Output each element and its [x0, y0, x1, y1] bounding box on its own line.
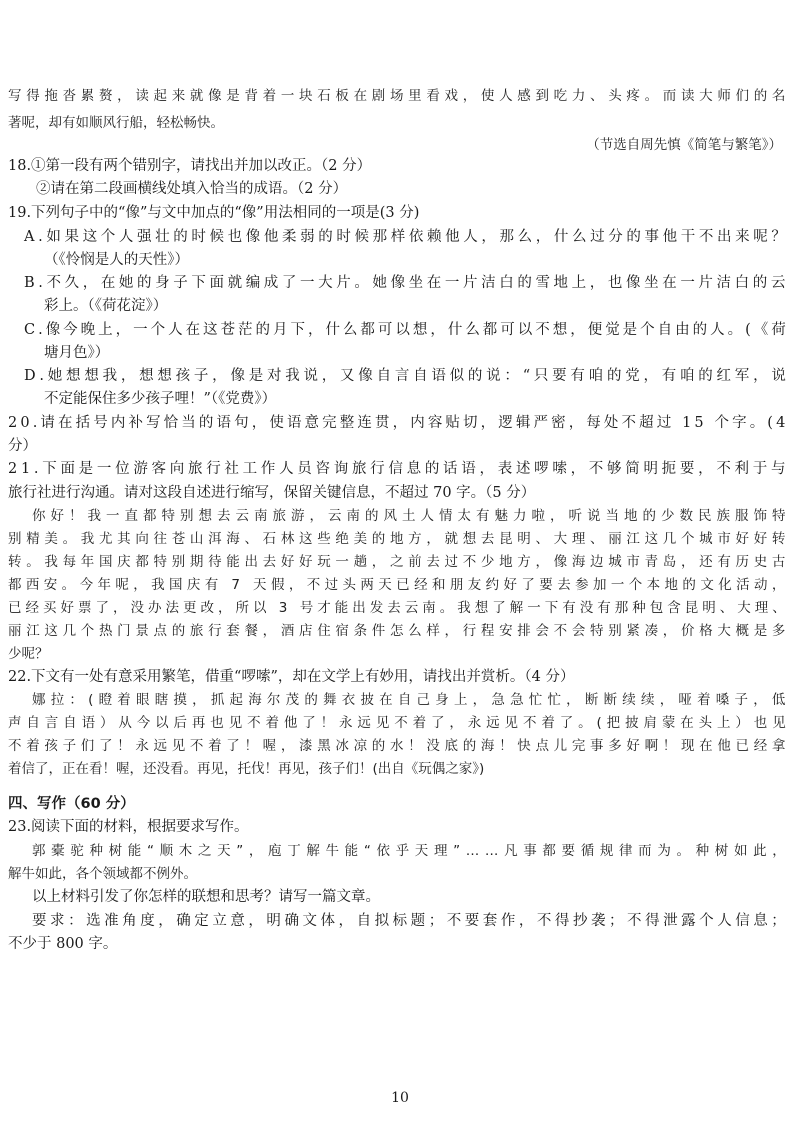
- question-20-line: 2 0 . 请 在 括 号 内 补 写 恰 当 的 语 句 ， 使 语 意 完 整 连 贯 ， 内 容 贴 切 ， 逻 辑 严 密 ， 每 处 不 超 过 1 5 个 字 。 ( 4: [8, 415, 786, 431]
- material-line: 你 好 ！ 我 一 直 都 特 别 想 去 云 南 旅 游 ， 云 南 的 风 土 人 情 太 有 魅 力 啦 ， 听 说 当 地 的 少 数 民 族 服 饰 特: [32, 508, 786, 524]
- question-21-line: 旅行社进行沟通。请对这段自述进行缩写，保留关键信息，不超过 70 字。（5 分）: [8, 485, 536, 501]
- material-line: 娜 拉 ： ( 瞪 着 眼 瞎 摸 ， 抓 起 海 尔 茂 的 舞 衣 披 在 自 己 身 上 ， 急 急 忙 忙 ， 断 断 续 续 ， 哑 着 嗓 子 ， 低: [32, 692, 786, 708]
- question-23-requirements: 不少于 800 字。: [8, 936, 118, 952]
- material-line: 着信了，正在看！喔，还没看。再见，托伐！再见，孩子们！(出自《玩偶之家》): [8, 761, 485, 777]
- material-line: 已 经 买 好 票 了 ， 没 办 法 更 改 ， 所 以 3 号 才 能 出 发 去 云 南 。 我 想 了 解 一 下 有 没 有 那 种 包 含 昆 明 、 大 理 、: [8, 600, 786, 616]
- material-line: 郭 橐 驼 种 树 能 “ 顺 木 之 天 ” ， 庖 丁 解 牛 能 “ 依 乎 天 理 ” … … 凡 事 都 要 循 规 律 而 为 。 种 树 如 此 ，: [32, 843, 786, 859]
- passage-line: 写 得 拖 沓 累 赘 ， 读 起 来 就 像 是 背 着 一 块 石 板 在 剧 场 里 看 戏 ， 使 人 感 到 吃 力 、 头 疼 。 而 读 大 师 们 的 名: [8, 88, 786, 104]
- material-line: 别 精 美 。 我 尤 其 向 往 苍 山 洱 海 、 石 林 这 些 绝 美 的 地 方 ， 就 想 去 昆 明 、 大 理 、 丽 江 这 几 个 城 市 好 好 转: [8, 531, 786, 547]
- option-d: D . 她 想 想 我 ， 想 想 孩 子 ， 像 是 对 我 说 ， 又 像 自 言 自 语 似 的 说 ： “ 只 要 有 咱 的 党 ， 有 咱 的 红 军 ， 说: [24, 368, 786, 384]
- option-a: A . 如 果 这 个 人 强 壮 的 时 候 也 像 他 柔 弱 的 时 候 那 样 依 赖 他 人 ， 那 么 ， 什 么 过 分 的 事 他 干 不 出 来 呢 ？: [24, 229, 786, 245]
- material-line: 丽 江 这 几 个 热 门 景 点 的 旅 行 套 餐 ， 酒 店 住 宿 条 件 怎 么 样 ， 行 程 安 排 会 不 会 特 别 紧 凑 ， 价 格 大 概 是 多: [8, 623, 786, 639]
- material-line: 转 。 我 每 年 国 庆 都 特 别 期 待 能 出 去 好 好 玩 一 趟 ， 之 前 去 过 不 少 地 方 ， 像 海 边 城 市 青 岛 ， 还 有 历 史 古: [8, 554, 786, 570]
- question-20-line: 分）: [8, 438, 37, 454]
- option-c: C . 像 今 晚 上 ， 一 个 人 在 这 苍 茫 的 月 下 ， 什 么 都 可 以 想 ， 什 么 都 可 以 不 想 ， 便 觉 是 个 自 由 的 人 。 ( 《 荷: [24, 322, 786, 338]
- passage-line: 著呢，却有如顺风行船，轻松畅快。: [8, 115, 224, 131]
- option-c-cont: 塘月色》）: [44, 345, 110, 361]
- question-23-prompt: 以上材料引发了你怎样的联想和思考？请写一篇文章。: [32, 889, 380, 905]
- option-b: B . 不 久 ， 在 她 的 身 子 下 面 就 编 成 了 一 大 片 。 她 像 坐 在 一 片 洁 白 的 雪 地 上 ， 也 像 坐 在 一 片 洁 白 的 云: [24, 275, 786, 291]
- question-23-requirements: 要 求 ： 选 准 角 度 ， 确 定 立 意 ， 明 确 文 体 ， 自 拟 标 题 ； 不 要 套 作 ， 不 得 抄 袭 ； 不 得 泄 露 个 人 信 息 ；: [32, 913, 786, 929]
- material-line: 不 着 孩 子 们 了 ！ 永 远 见 不 着 了 ！ 喔 ， 漆 黑 冰 凉 的 水 ！ 没 底 的 海 ！ 快 点 儿 完 事 多 好 啊 ！ 现 在 他 已 经 拿: [8, 738, 786, 754]
- question-21-line: 2 1 . 下 面 是 一 位 游 客 向 旅 行 社 工 作 人 员 咨 询 旅 行 信 息 的 话 语 ， 表 述 啰 嗦 ， 不 够 简 明 扼 要 ， 不 利 于 与: [8, 461, 786, 477]
- option-d-cont: 不定能保住多少孩子哩！”（《党费》）: [44, 391, 277, 407]
- material-line: 少呢？: [8, 646, 49, 662]
- material-line: 都 西 安 。 今 年 呢 ， 我 国 庆 有 7 天 假 ， 不 过 头 两 天 已 经 和 朋 友 约 好 了 要 去 参 加 一 个 本 地 的 文 化 活 动 ，: [8, 577, 786, 593]
- question-18-part1: 18.①第一段有两个错别字，请找出并加以改正。（2 分）: [8, 158, 372, 174]
- question-18-part2: ②请在第二段画横线处填入恰当的成语。（2 分）: [36, 181, 348, 197]
- material-line: 声 自 言 自 语 ） 从 今 以 后 再 也 见 不 着 他 了 ！ 永 远 见 不 着 了 ， 永 远 见 不 着 了 。 ( 把 披 肩 蒙 在 头 上 ） 也 见: [8, 715, 786, 731]
- section-heading: 四、写作（60 分）: [8, 796, 135, 812]
- passage-source: （节选自周先慎《简笔与繁笔》）: [586, 137, 782, 153]
- option-a-source: （《怜悯是人的天性》）: [44, 252, 189, 268]
- question-19-stem: 19.下列句子中的“像”与文中加点的“像”用法相同的一项是(3 分): [8, 205, 420, 221]
- question-22-stem: 22.下文有一处有意采用繁笔，借重“啰嗦”，却在文学上有妙用，请找出并赏析。（4 分）: [8, 669, 575, 685]
- option-b-cont: 彩上。（《荷花淀》）: [44, 298, 168, 314]
- page-number: 10: [391, 1090, 409, 1106]
- material-line: 解牛如此，各个领域都不例外。: [8, 866, 197, 882]
- question-23-stem: 23.阅读下面的材料，根据要求写作。: [8, 819, 249, 835]
